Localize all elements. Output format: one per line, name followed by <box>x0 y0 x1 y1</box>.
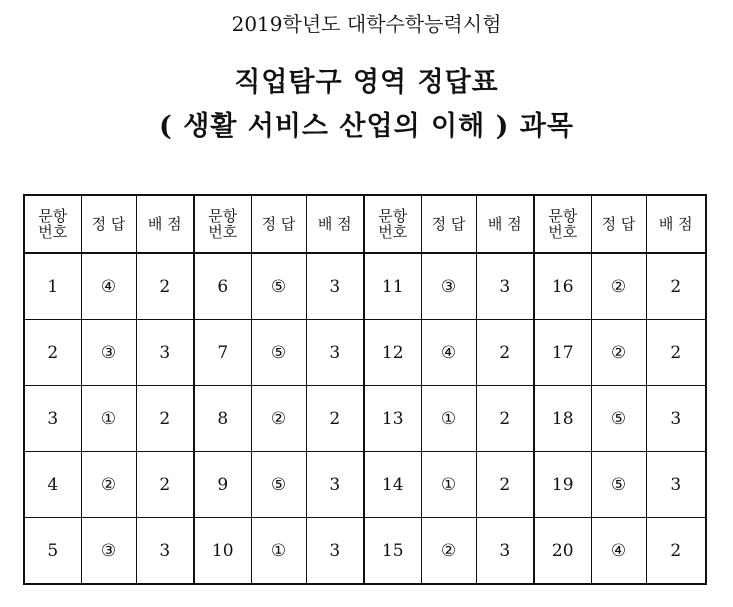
points-value: 3 <box>306 452 364 518</box>
question-number-header: 문항 번호 <box>534 195 591 253</box>
table-row <box>24 253 706 320</box>
points-header: 배 점 <box>306 195 364 253</box>
points-value: 3 <box>476 518 534 585</box>
question-number: 11 <box>364 253 421 320</box>
answer-value: ② <box>421 518 476 585</box>
answer-value: ① <box>251 518 306 585</box>
question-number: 14 <box>364 452 421 518</box>
answer-value: ⑤ <box>251 320 306 386</box>
question-number-header: 문항 번호 <box>24 195 81 253</box>
header-row <box>24 195 706 253</box>
answer-header: 정 답 <box>251 195 306 253</box>
answer-value: ① <box>421 386 476 452</box>
points-header: 배 점 <box>476 195 534 253</box>
answer-value: ③ <box>421 253 476 320</box>
question-number: 2 <box>24 320 81 386</box>
answer-value: ② <box>81 452 136 518</box>
points-header: 배 점 <box>646 195 706 253</box>
points-value: 2 <box>136 452 194 518</box>
question-number: 18 <box>534 386 591 452</box>
subject-title: ( 생활 서비스 산업의 이해 ) 과목 <box>159 111 574 142</box>
question-number: 16 <box>534 253 591 320</box>
question-number: 7 <box>194 320 251 386</box>
points-value: 3 <box>646 452 706 518</box>
points-value: 2 <box>136 253 194 320</box>
answer-table <box>23 194 707 585</box>
answer-value: ① <box>421 452 476 518</box>
answer-value: ⑤ <box>591 452 646 518</box>
table-row <box>24 518 706 585</box>
points-value: 2 <box>306 386 364 452</box>
question-number: 9 <box>194 452 251 518</box>
table-row <box>24 320 706 386</box>
points-value: 3 <box>136 518 194 585</box>
answer-value: ③ <box>81 518 136 585</box>
points-value: 2 <box>646 518 706 585</box>
points-header: 배 점 <box>136 195 194 253</box>
question-number-header: 문항 번호 <box>364 195 421 253</box>
question-number: 12 <box>364 320 421 386</box>
points-value: 3 <box>306 253 364 320</box>
points-value: 3 <box>476 253 534 320</box>
answer-value: ② <box>591 320 646 386</box>
points-value: 2 <box>136 386 194 452</box>
question-number-header: 문항 번호 <box>194 195 251 253</box>
question-number: 19 <box>534 452 591 518</box>
question-number: 15 <box>364 518 421 585</box>
points-value: 2 <box>646 253 706 320</box>
question-number: 13 <box>364 386 421 452</box>
points-value: 2 <box>476 386 534 452</box>
question-number: 1 <box>24 253 81 320</box>
points-value: 3 <box>306 320 364 386</box>
points-value: 3 <box>646 386 706 452</box>
question-number: 3 <box>24 386 81 452</box>
answer-value: ⑤ <box>591 386 646 452</box>
question-number: 4 <box>24 452 81 518</box>
answer-value: ② <box>251 386 306 452</box>
answer-header: 정 답 <box>421 195 476 253</box>
answer-value: ② <box>591 253 646 320</box>
points-value: 2 <box>646 320 706 386</box>
points-value: 2 <box>476 452 534 518</box>
table-row <box>24 386 706 452</box>
points-value: 3 <box>136 320 194 386</box>
answer-value: ① <box>81 386 136 452</box>
points-value: 3 <box>306 518 364 585</box>
answer-key-title: 직업탐구 영역 정답표 <box>234 67 499 98</box>
points-value: 2 <box>476 320 534 386</box>
exam-title: 2019학년도 대학수학능력시험 <box>231 12 502 36</box>
question-number: 17 <box>534 320 591 386</box>
answer-value: ⑤ <box>251 253 306 320</box>
question-number: 5 <box>24 518 81 585</box>
answer-value: ⑤ <box>251 452 306 518</box>
answer-value: ④ <box>591 518 646 585</box>
question-number: 10 <box>194 518 251 585</box>
question-number: 6 <box>194 253 251 320</box>
answer-value: ④ <box>421 320 476 386</box>
answer-header: 정 답 <box>81 195 136 253</box>
question-number: 20 <box>534 518 591 585</box>
question-number: 8 <box>194 386 251 452</box>
table-row <box>24 452 706 518</box>
answer-header: 정 답 <box>591 195 646 253</box>
answer-value: ③ <box>81 320 136 386</box>
answer-value: ④ <box>81 253 136 320</box>
